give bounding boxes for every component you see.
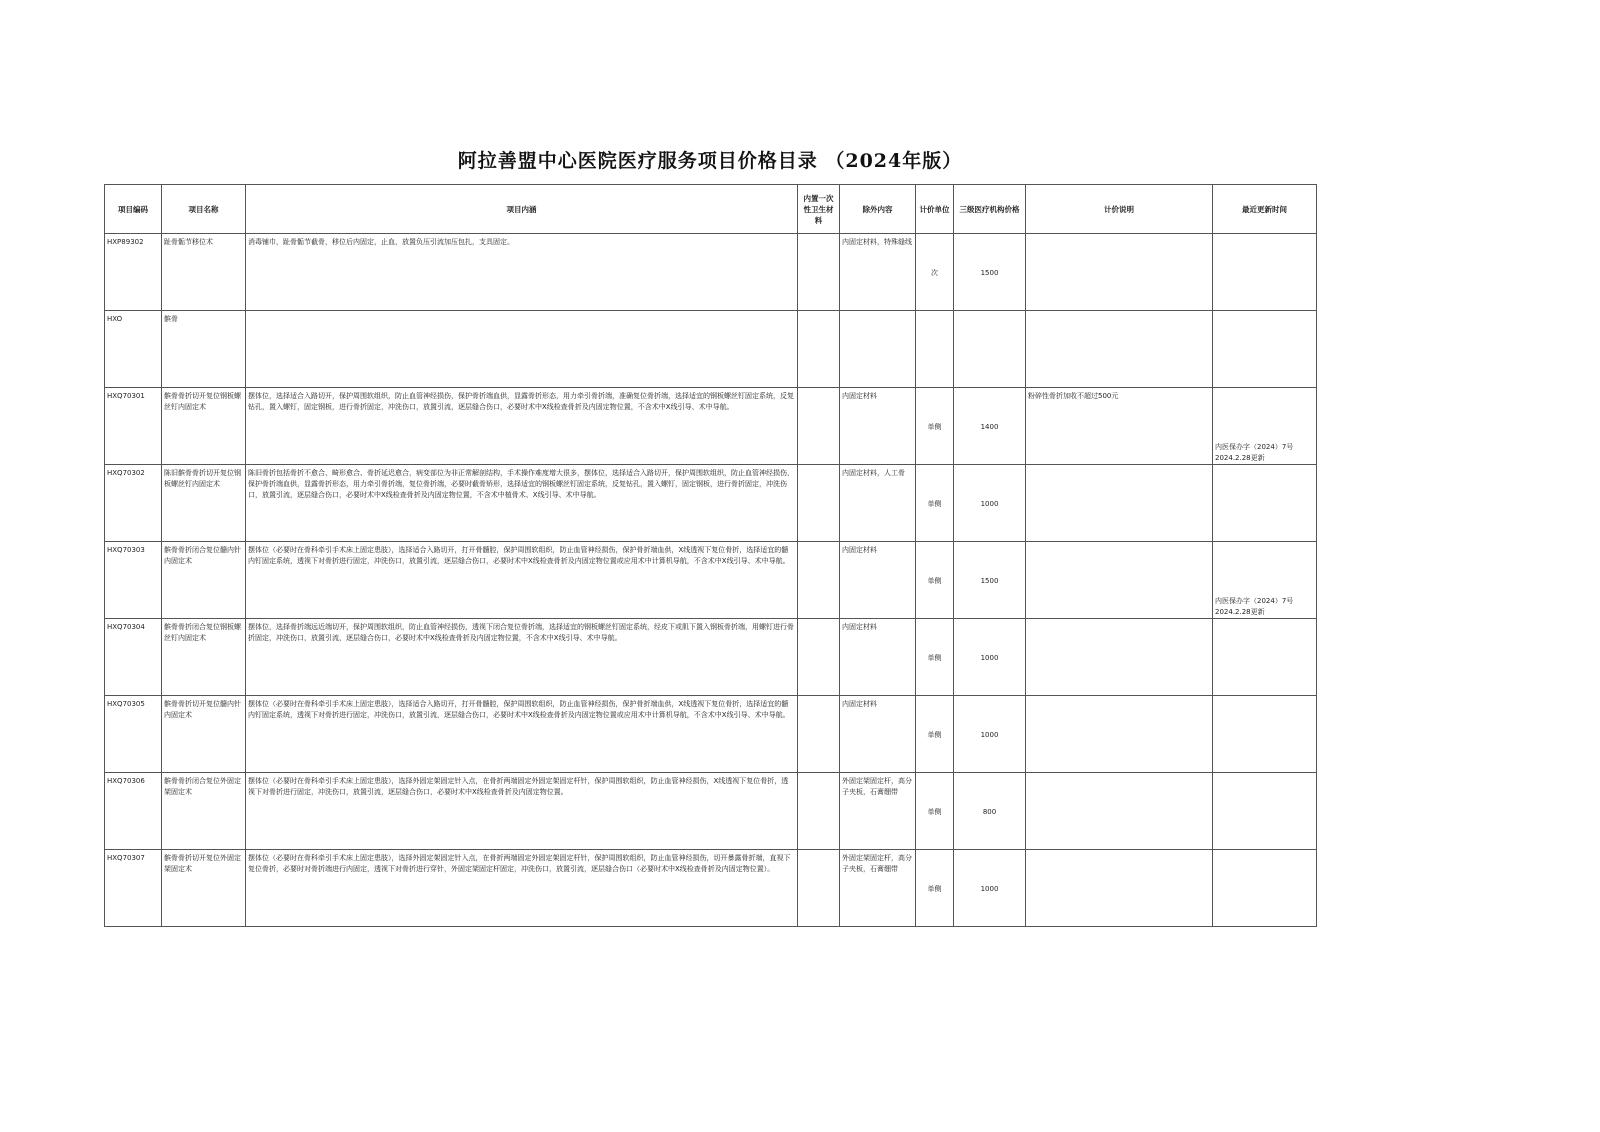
cell-name: 髌骨骨折切开复位外固定架固定术	[162, 850, 246, 927]
cell-content: 摆体位，选择适合入路切开，保护周围软组织，防止血管神经损伤，保护骨折端血供，显露骨折形态，用力牵引骨折端，准确复位骨折端，选择适宜的钢板螺丝钉固定系统，反复钻孔，置入螺钉，固定钢板，进行骨折固定，冲洗伤口，放置引流，逐层缝合伤口，必要时术中X线检查骨折及内固定物位置，不含术中X线引导、术中导航。	[246, 388, 798, 465]
cell-updated: 内医保办字（2024）7号 2024.2.28更新	[1213, 388, 1317, 465]
cell-content: 摆体位（必要时在骨科牵引手术床上固定患肢），选择外固定架固定针入点，在骨折两端固定外固定架固定杆针，保护周围软组织，防止血管神经损伤，切开暴露骨折端，直视下复位骨折，必要时对骨折端进行内固定，透视下对骨折进行穿针，外固定架固定杆固定，冲洗伤口，放置引流，逐层缝合伤口（必要时术中X线检查骨折及内固定物位置）。	[246, 850, 798, 927]
cell-consumables	[798, 234, 840, 311]
cell-unit: 单侧	[916, 850, 954, 927]
cell-code: HXQ70301	[105, 388, 162, 465]
cell-unit: 单侧	[916, 696, 954, 773]
column-header-code: 项目编码	[105, 185, 162, 234]
cell-name: 髌骨骨折闭合复位髓内针内固定术	[162, 542, 246, 619]
cell-content: 摆体位（必要时在骨科牵引手术床上固定患肢），选择适合入路切开，打开骨髓腔，保护周围软组织，防止血管神经损伤，保护骨折端血供，X线透视下复位骨折，选择适宜的髓内钉固定系统，透视下对骨折进行固定，冲洗伤口，放置引流，逐层缝合伤口，必要时术中X线检查骨折及内固定物位置或应用术中计算机导航，不含术中X线引导、术中导航。	[246, 696, 798, 773]
cell-consumables	[798, 542, 840, 619]
cell-content: 摆体位，选择骨折端远近端切开，保护周围软组织，防止血管神经损伤，透视下闭合复位骨折端，选择适宜的钢板螺丝钉固定系统，经皮下或肌下置入钢板骨折端，用螺钉进行骨折固定，冲洗伤口，放置引流，逐层缝合伤口，必要时术中X线检查骨折及内固定物位置，不含术中X线引导、术中导航。	[246, 619, 798, 696]
cell-unit: 单侧	[916, 619, 954, 696]
cell-name: 趾骨骺节移位术	[162, 234, 246, 311]
cell-exclusions: 内固定材料，特殊缝线	[840, 234, 916, 311]
cell-unit: 单侧	[916, 773, 954, 850]
cell-updated	[1213, 850, 1317, 927]
cell-code: HXQ70303	[105, 542, 162, 619]
cell-name: 陈旧髌骨骨折切开复位钢板螺丝钉内固定术	[162, 465, 246, 542]
cell-consumables	[798, 696, 840, 773]
cell-unit: 单侧	[916, 388, 954, 465]
cell-code: HXQ70305	[105, 696, 162, 773]
cell-consumables	[798, 773, 840, 850]
cell-note	[1026, 619, 1213, 696]
cell-code: HXP89302	[105, 234, 162, 311]
cell-price: 1000	[954, 465, 1026, 542]
column-header-consumables: 内置一次性卫生材料	[798, 185, 840, 234]
cell-unit: 单侧	[916, 465, 954, 542]
table-row	[105, 696, 1317, 773]
cell-exclusions	[840, 311, 916, 388]
cell-content: 摆体位（必要时在骨科牵引手术床上固定患肢），选择外固定架固定针入点，在骨折两端固定外固定架固定杆针，保护周围软组织，防止血管神经损伤，X线透视下复位骨折，透视下对骨折进行固定，冲洗伤口，放置引流，逐层缝合伤口，必要时术中X线检查骨折及内固定物位置。	[246, 773, 798, 850]
column-header-name: 项目名称	[162, 185, 246, 234]
cell-name: 髌骨骨折闭合复位外固定架固定术	[162, 773, 246, 850]
cell-updated	[1213, 619, 1317, 696]
cell-code: HXO	[105, 311, 162, 388]
cell-name: 髌骨骨折闭合复位钢板螺丝钉内固定术	[162, 619, 246, 696]
cell-consumables	[798, 465, 840, 542]
cell-consumables	[798, 311, 840, 388]
table-header-row	[105, 185, 1317, 234]
cell-exclusions: 外固定架固定杆，高分子夹板，石膏绷带	[840, 773, 916, 850]
cell-note	[1026, 311, 1213, 388]
column-header-note: 计价说明	[1026, 185, 1213, 234]
cell-consumables	[798, 619, 840, 696]
cell-note: 粉碎性骨折加收不超过500元	[1026, 388, 1213, 465]
cell-code: HXQ70302	[105, 465, 162, 542]
cell-note	[1026, 465, 1213, 542]
table-row	[105, 850, 1317, 927]
cell-price: 1500	[954, 542, 1026, 619]
cell-name: 髌骨骨折切开复位钢板螺丝钉内固定术	[162, 388, 246, 465]
table-row	[105, 234, 1317, 311]
column-header-price: 三级医疗机构价格	[954, 185, 1026, 234]
column-header-exclusions: 除外内容	[840, 185, 916, 234]
cell-content: 消毒铺巾，趾骨骺节截骨，移位后内固定，止血，放置负压引流加压包扎，支具固定。	[246, 234, 798, 311]
cell-exclusions: 外固定架固定杆，高分子夹板，石膏绷带	[840, 850, 916, 927]
cell-price: 1400	[954, 388, 1026, 465]
cell-content	[246, 311, 798, 388]
table-row	[105, 619, 1317, 696]
cell-name: 髌骨	[162, 311, 246, 388]
cell-consumables	[798, 388, 840, 465]
cell-code: HXQ70304	[105, 619, 162, 696]
cell-updated	[1213, 234, 1317, 311]
cell-code: HXQ70306	[105, 773, 162, 850]
cell-content: 陈旧骨折包括骨折不愈合、畸形愈合、骨折延迟愈合，病变部位为非正常解剖结构，手术操作难度增大很多，摆体位，选择适合入路切开，保护周围软组织，防止血管神经损伤，保护骨折端血供，显露骨折形态，用力牵引骨折端，复位骨折端，必要时截骨矫形，选择适宜的钢板螺丝钉固定系统，反复钻孔，置入螺钉，固定钢板，进行骨折固定，冲洗伤口，放置引流，逐层缝合伤口，必要时术中X线检查骨折及内固定物位置，不含术中植骨术、X线引导、术中导航。	[246, 465, 798, 542]
table-row	[105, 465, 1317, 542]
cell-note	[1026, 850, 1213, 927]
cell-price: 800	[954, 773, 1026, 850]
cell-exclusions: 内固定材料，人工骨	[840, 465, 916, 542]
column-header-updated: 最近更新时间	[1213, 185, 1317, 234]
cell-note	[1026, 234, 1213, 311]
cell-exclusions: 内固定材料	[840, 696, 916, 773]
cell-consumables	[798, 850, 840, 927]
page-title: 阿拉善盟中心医院医疗服务项目价格目录 （2024年版）	[457, 150, 963, 172]
table-row	[105, 311, 1317, 388]
cell-updated	[1213, 773, 1317, 850]
cell-name: 髌骨骨折切开复位髓内针内固定术	[162, 696, 246, 773]
cell-unit: 次	[916, 234, 954, 311]
cell-price: 1000	[954, 850, 1026, 927]
cell-price	[954, 311, 1026, 388]
cell-code: HXQ70307	[105, 850, 162, 927]
cell-updated	[1213, 696, 1317, 773]
column-header-unit: 计价单位	[916, 185, 954, 234]
cell-exclusions: 内固定材料	[840, 619, 916, 696]
cell-content: 摆体位（必要时在骨科牵引手术床上固定患肢），选择适合入路切开，打开骨髓腔，保护周围软组织，防止血管神经损伤，保护骨折端血供，X线透视下复位骨折，选择适宜的髓内钉固定系统，透视下对骨折进行固定，冲洗伤口，放置引流，逐层缝合伤口，必要时术中X线检查骨折及内固定物位置或应用术中计算机导航，不含术中X线引导、术中导航。	[246, 542, 798, 619]
table-row	[105, 773, 1317, 850]
price-table	[104, 184, 1317, 927]
cell-price: 1000	[954, 619, 1026, 696]
cell-price: 1000	[954, 696, 1026, 773]
cell-unit: 单侧	[916, 542, 954, 619]
cell-note	[1026, 773, 1213, 850]
table-row	[105, 388, 1317, 465]
cell-exclusions: 内固定材料	[840, 388, 916, 465]
cell-updated	[1213, 311, 1317, 388]
cell-unit	[916, 311, 954, 388]
table-row	[105, 542, 1317, 619]
cell-price: 1500	[954, 234, 1026, 311]
cell-exclusions: 内固定材料	[840, 542, 916, 619]
cell-updated: 内医保办字（2024）7号 2024.2.28更新	[1213, 542, 1317, 619]
cell-note	[1026, 542, 1213, 619]
cell-updated	[1213, 465, 1317, 542]
cell-note	[1026, 696, 1213, 773]
column-header-content: 项目内涵	[246, 185, 798, 234]
